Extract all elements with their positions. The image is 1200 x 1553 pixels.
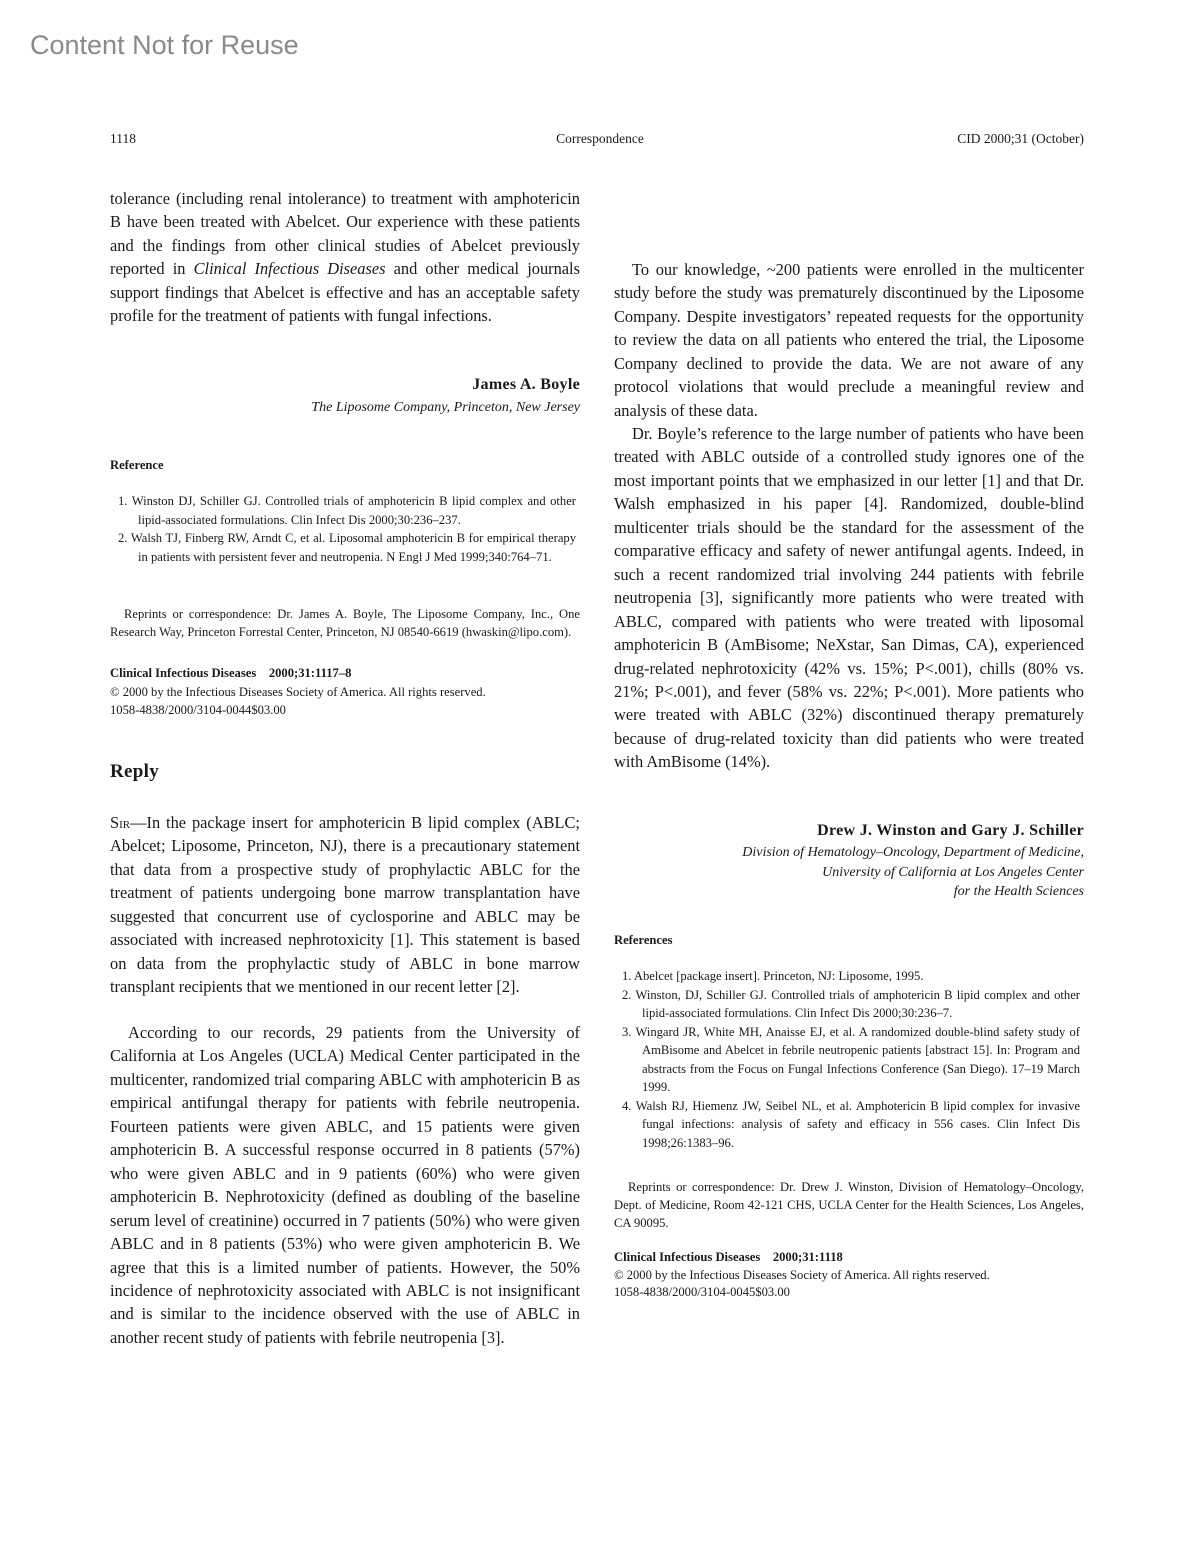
reference-item: 1. Winston DJ, Schiller GJ. Controlled trials of amphotericin B lipid complex and other lipid-associated formulations. Clin Infect Dis 2000;30:236–237. <box>118 494 576 527</box>
reply-paragraph: Dr. Boyle’s reference to the large number of patients who have been treated with ABLC outside of a controlled study ignores one of the most important points that we emphasized in our letter [1] and that Dr. Walsh emphasized in his paper [4]. Randomized, double-blind multicenter trials should be the standard for the assessment of the comparative efficacy and safety of newer antifungal agents. Indeed, in such a recent randomized trial involving 244 patients with febrile neutropenia [3], significantly more patients who were treated with ABLC, compared with patients who were treated with liposomal amphotericin B (AmBisome; NeXstar, San Dimas, CA), experienced drug-related nephrotoxicity (42% vs. 15%; P<.001), chills (80% vs. 21%; P<.001), and fever (58% vs. 22%; P<.001). More patients who were treated with ABLC (32%) discontinued therapy prematurely because of drug-related toxicity than did patients who were treated with AmBisome (14%). <box>614 424 1084 772</box>
reply-paragraph: Sir—In the package insert for amphotericin B lipid complex (ABLC; Abelcet; Liposome, Princeton, NJ), there is a precautionary statement that data from a prospective study of prophylactic ABLC for the treatment of patients undergoing bone marrow transplantation have suggested that concurrent use of cyclosporine and ABLC may be associated with increased nephrotoxicity [1]. This statement is based on data from the prophylactic study of ABLC in bone marrow transplant recipients that we mentioned in our recent letter [2]. <box>110 813 580 997</box>
letter-author: James A. Boyle <box>472 376 580 393</box>
reply-heading: Reply <box>110 761 159 782</box>
references-heading: References <box>614 933 673 947</box>
citation: Clinical Infectious Diseases 2000;31:1117–8 <box>110 666 352 680</box>
reprints-note: Reprints or correspondence: Dr. Drew J. Winston, Division of Hematology–Oncology, Dept. of Medicine, Room 42-121 CHS, UCLA Center for the Health Sciences, Los Angeles, CA 90095. <box>614 1180 1084 1230</box>
references-heading: Reference <box>110 458 164 472</box>
page-number: 1118 <box>110 131 136 146</box>
issn: 1058-4838/2000/3104-0045$03.00 <box>614 1285 790 1299</box>
watermark: Content Not for Reuse <box>30 30 299 60</box>
issn: 1058-4838/2000/3104-0044$03.00 <box>110 703 286 717</box>
journal-name-italic: Clinical Infectious Diseases <box>193 259 386 279</box>
reference-item: 2. Walsh TJ, Finberg RW, Arndt C, et al. Liposomal amphotericin B for empirical therapy in patients with persistent fever and neutropenia. N Engl J Med 1999;340:764–71. <box>118 531 576 564</box>
copyright: © 2000 by the Infectious Diseases Society of America. All rights reserved. <box>614 1268 990 1282</box>
reference-item: 4. Walsh RJ, Hiemenz JW, Seibel NL, et al. Amphotericin B lipid complex for invasive fungal infections: analysis of safety and efficacy in 556 cases. Clin Infect Dis 1998;26:1383–96. <box>622 1098 1080 1150</box>
reference-item: 3. Wingard JR, White MH, Anaisse EJ, et al. A randomized double-blind safety study of AmBisome and Abelcet in febrile neutropenic patients [abstract 15]. In: Program and abstracts from the Focus on Fungal Infections Conference (San Diego). 17–19 March 1999. <box>622 1024 1080 1094</box>
reply-authors: Drew J. Winston and Gary J. Schiller <box>817 822 1084 839</box>
running-head: Correspondence <box>556 131 644 146</box>
reference-list <box>610 967 1080 1152</box>
reference-item: 1. Abelcet [package insert]. Princeton, NJ: Liposome, 1995. <box>622 969 924 983</box>
letter-paragraph: tolerance (including renal intolerance) to treatment with amphotericin B have been treated with Abelcet. Our experience with these patients and the findings from other clinical studies of Abelcet previously reported in Clinical Infectious Diseases and other medical journals support findings that Abelcet is effective and has an acceptable safety profile for the treatment of patients with fungal infections. <box>110 189 580 326</box>
copyright: © 2000 by the Infectious Diseases Society of America. All rights reserved. <box>110 685 486 699</box>
reply-affiliation: Division of Hematology–Oncology, Department of Medicine, University of California at Los Angeles Center for the Health Sciences <box>742 845 1084 899</box>
reply-paragraph: To our knowledge, ~200 patients were enrolled in the multicenter study before the study was prematurely discontinued by the Liposome Company. Despite investigators’ repeated requests for the opportunity to review the data on all patients who entered the trial, the Liposome Company declined to provide the data. We are not aware of any protocol violations that would preclude a meaningful review and analysis of these data. <box>614 260 1084 420</box>
reference-list <box>106 492 576 566</box>
letter-affiliation: The Liposome Company, Princeton, New Jersey <box>311 400 580 415</box>
reference-item: 2. Winston, DJ, Schiller GJ. Controlled trials of amphotericin B lipid complex and other lipid-associated formulations. Clin Infect Dis 2000;30:236–7. <box>622 987 1080 1020</box>
citation: Clinical Infectious Diseases 2000;31:1118 <box>614 1250 843 1264</box>
reply-paragraph: According to our records, 29 patients from the University of California at Los Angeles (UCLA) Medical Center participated in the multicenter, randomized trial comparing ABLC with amphotericin B as empirical antifungal therapy for patients with febrile neutropenia. Fourteen patients were given ABLC, and 15 patients were given amphotericin B. A successful response occurred in 8 patients (57%) who were given ABLC and in 9 patients (60%) who were given amphotericin B. Nephrotoxicity (defined as doubling of the baseline serum level of creatinine) occurred in 7 patients (50%) who were given ABLC and in 8 patients (53%) who were given amphotericin B. We agree that this is a limited number of patients. However, the 50% incidence of nephrotoxicity associated with ABLC is not insignificant and is similar to the incidence observed with the use of ABLC in another recent study of patients with febrile neutropenia [3]. <box>110 1023 580 1347</box>
reprints-note: Reprints or correspondence: Dr. James A. Boyle, The Liposome Company, Inc., One Research Way, Princeton Forrestal Center, Princeton, NJ 08540-6619 (hwaskin@lipo.com). <box>110 607 580 639</box>
journal-issue: CID 2000;31 (October) <box>957 131 1084 146</box>
